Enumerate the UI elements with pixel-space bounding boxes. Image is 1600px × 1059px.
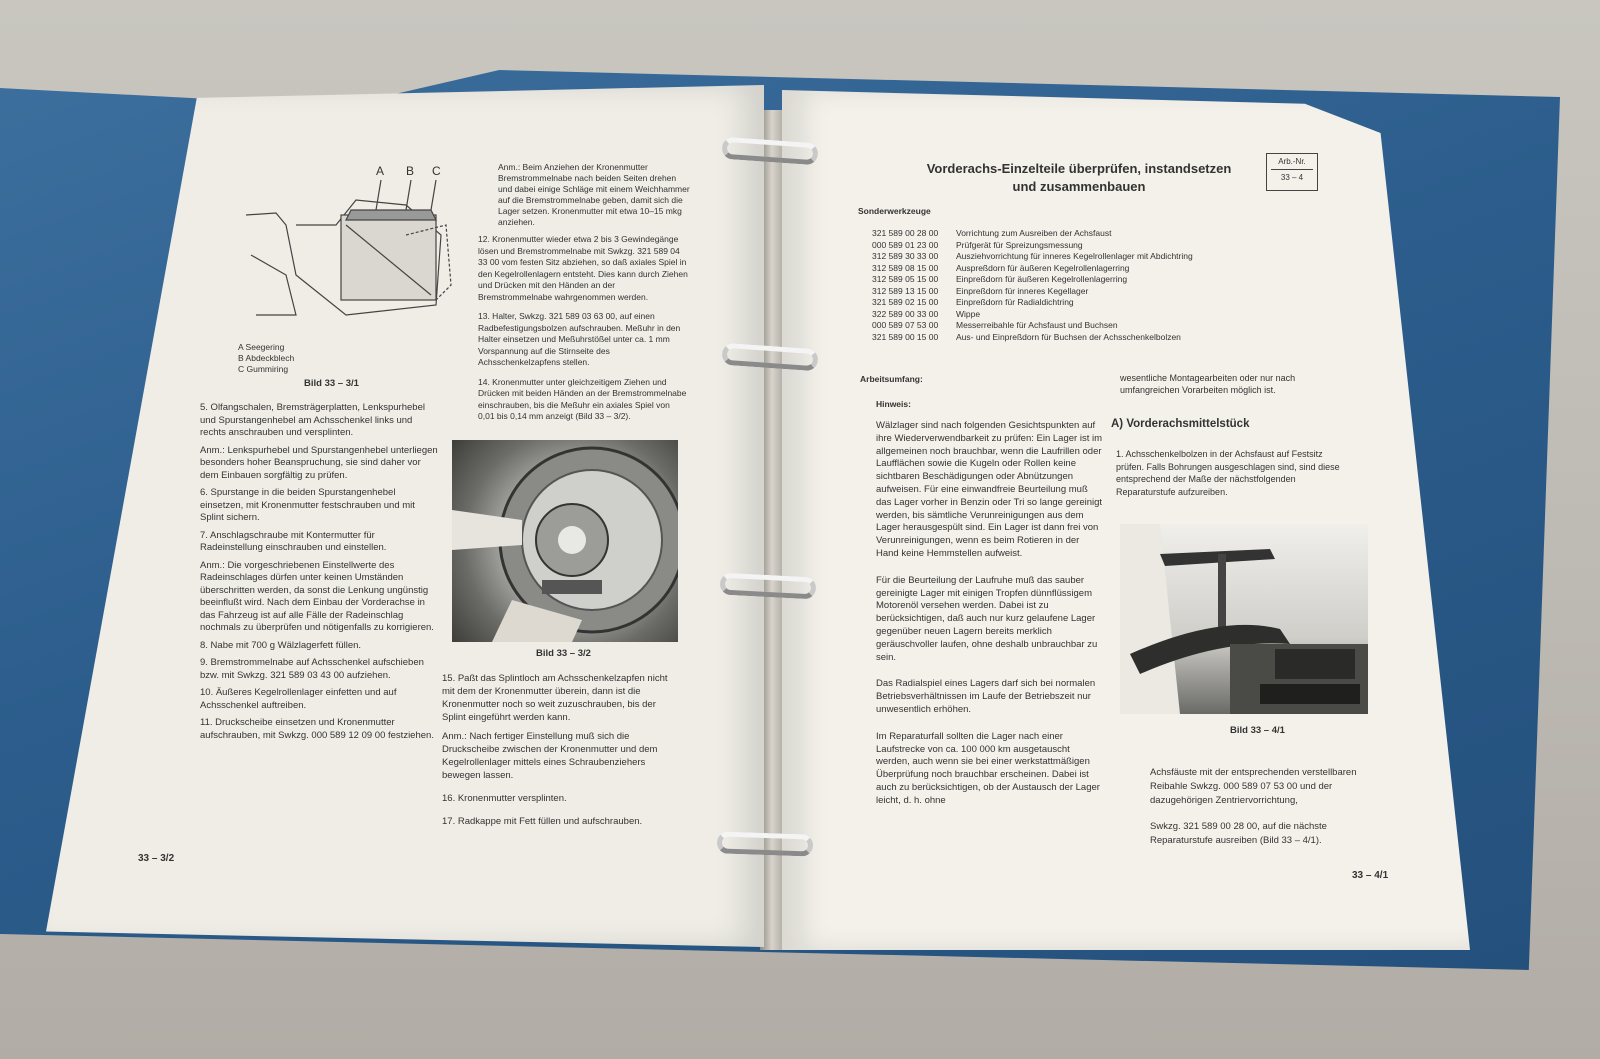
para-5: Achsfäuste mit der entsprechenden verstellbaren Reibahle Swkzg. 000 589 07 53 00 und der dazugehörigen Zentriervorrichtung, xyxy=(1150,767,1357,806)
para-6: Swkzg. 321 589 00 28 00, auf die nächste Reparaturstufe ausreiben (Bild 33 – 4/1). xyxy=(1150,821,1327,846)
label-c: C xyxy=(432,164,441,178)
tools-heading: Sonderwerkzeuge xyxy=(858,206,931,216)
fig-caption-33-4-1: Bild 33 – 4/1 xyxy=(1230,725,1285,736)
page-title xyxy=(914,160,1244,196)
step-10: 10. Äußeres Kegelrollenlager einfetten und auf Achsschenkel auftreiben. xyxy=(200,687,397,711)
step-15: 15. Paßt das Splintloch am Achsschenkelzapfen nicht mit dem der Kronenmutter überein, dann ist die Kronenmutter noch so weit zuzuschrauben, bis der Splint eingeführt werden kann. xyxy=(442,673,668,723)
step-9: 9. Bremstrommelnabe auf Achsschenkel aufschieben bzw. mit Swkzg. 321 589 03 43 00 aufziehen. xyxy=(200,657,424,681)
tool-name: Einpreßdorn für äußeren Kegelrollenlagerring xyxy=(956,274,1128,284)
label-b: B xyxy=(406,164,415,178)
step-14: 14. Kronenmutter unter gleichzeitigem Ziehen und Drücken mit beiden Händen an der Bremstrommelnabe einschrauben, bis die Meßuhr ein axiales Spiel von 0,01 bis 0,14 mm anzeigt (Bild 33 – 3/2). xyxy=(478,376,687,421)
legend-c: C Gummiring xyxy=(238,364,289,374)
step-8: 8. Nabe mit 700 g Wälzlagerfett füllen. xyxy=(200,639,362,651)
hub-cross-section-drawing xyxy=(236,165,466,340)
fig-caption-33-3-2: Bild 33 – 3/2 xyxy=(536,648,591,659)
binder-ring-4 xyxy=(717,831,814,856)
section-a-heading: A) Vorderachsmittelstück xyxy=(1111,418,1250,430)
tool-row xyxy=(872,228,1272,240)
legend-a: A Seegering xyxy=(238,342,285,352)
tool-number: 312 589 13 15 00 xyxy=(872,285,939,296)
tool-row xyxy=(872,263,1272,275)
tool-number: 312 589 05 15 00 xyxy=(872,274,939,284)
step-5: 5. Olfangschalen, Bremsträgerplatten, Lenkspurhebel und Spurstangenhebel am Achsschenkel links und rechts anschrauben und versplinten. xyxy=(200,402,425,438)
tool-name: Messerreibahle für Achsfaust und Buchsen xyxy=(956,320,1118,330)
tool-name: Aus- und Einpreßdorn für Buchsen der Achsschenkelbolzen xyxy=(956,331,1181,342)
tool-name: Ausprеßdorn für äußeren Kegelrollenlagerring xyxy=(956,262,1130,273)
step-13: 13. Halter, Swkzg. 321 589 03 63 00, auf einen Radbefestigungsbolzen aufschrauben. Meßuhr in den Halter einsetzen und Meßuhrstößel unter ca. 1 mm Vorspannung auf die Stirnseite des Achsschenkelzapfens stellen. xyxy=(478,311,681,367)
steps-15-17 xyxy=(442,672,678,828)
steps-5-11 xyxy=(200,402,440,742)
drawing-legend xyxy=(238,342,338,375)
para-3: Das Radialspiel eines Lagers darf sich bei normalen Betriebsverhältnissen im Laufe der Betriebszeit nur unwesentlich erhöhen. xyxy=(876,678,1096,715)
steps-12-14 xyxy=(478,234,688,423)
fig-caption-33-3-1: Bild 33 – 3/1 xyxy=(304,378,359,389)
reaming-photo xyxy=(1120,524,1368,714)
legend-b: B Abdeckblech xyxy=(238,353,295,363)
arb-number: 33 – 4 xyxy=(1271,169,1313,182)
tool-number: 321 589 00 15 00 xyxy=(872,331,939,342)
step-12: 12. Kronenmutter wieder etwa 2 bis 3 Gewindegänge lösen und Bremstrommelnabe mit Swkzg. 321 589 04 33 00 vom festen Sitz abziehen, so daß axiales Spiel in den Kegelrollenlagern entsteht. Dies kann durch Ziehen und Drücken mit den Händen an der Bremstrommelnabe wahrgenommen werden. xyxy=(478,234,688,302)
tool-name: Einpreßdorn für inneres Kegellager xyxy=(956,285,1089,296)
tool-number: 312 589 08 15 00 xyxy=(872,262,939,273)
step-7: 7. Anschlagschraube mit Kontermutter für Radeinstellung einschrauben und einstellen. xyxy=(200,529,387,553)
title-line-2: und zusammenbauen xyxy=(1012,179,1146,194)
title-line-1: Vorderachs-Einzelteile überprüfen, instandsetzen xyxy=(926,161,1232,176)
note-15: Anm.: Nach fertiger Einstellung muß sich die Druckscheibe zwischen der Kronenmutter und dem Kegelrollenlager mittels eines Schraubenziehers bewegen lassen. xyxy=(442,731,658,781)
step-11: 11. Druckscheibe einsetzen und Kronenmutter aufschrauben, mit Swkzg. 000 589 12 09 00 festziehen. xyxy=(200,717,434,741)
arb-label: Arb.-Nr. xyxy=(1278,157,1306,166)
tool-number: 322 589 00 33 00 xyxy=(872,308,939,319)
note-top: Anm.: Beim Anziehen der Kronenmutter Bremstrommelnabe nach beiden Seiten drehen und dabei einige Schläge mit einem Weichhammer auf die Bremstrommelnabe geben, damit sich die Lager setzen. Kronenmutter mit etwa 10–15 mkg anziehen. xyxy=(498,162,690,227)
tool-number: 000 589 07 53 00 xyxy=(872,320,939,330)
step-16: 16. Kronenmutter versplinten. xyxy=(442,793,567,804)
step-6: 6. Spurstange in die beiden Spurstangenhebel einsetzen, mit Kronenmutter festschrauben und mit Splint sichern. xyxy=(200,487,415,523)
reaming-instructions xyxy=(1150,766,1382,848)
tool-row xyxy=(872,309,1272,321)
col2-top: wesentliche Montagearbeiten oder nur nach umfangreichen Vorarbeiten möglich ist. xyxy=(1120,373,1296,395)
tools-list xyxy=(872,228,1272,343)
tool-row xyxy=(872,251,1272,263)
note-7: Anm.: Die vorgeschriebenen Einstellwerte des Radeinschlages dürfen unter keinen Umständen überschritten werden, da sonst die Lenkung ungünstig beeinflußt wird. Nach dem Einbau der Vorderachse in das Fahrzeug ist auf alle Fälle der Radeinschlag nochmals zu überprüfen und nötigenfalls zu korrigieren. xyxy=(200,559,434,633)
arbeitsumfang-label: Arbeitsumfang: xyxy=(860,374,923,384)
right-page-number: 33 – 4/1 xyxy=(1352,870,1389,881)
tool-number: 321 589 02 15 00 xyxy=(872,297,939,307)
arb-nr-box xyxy=(1266,153,1318,191)
bearing-notes xyxy=(876,420,1104,808)
tool-row xyxy=(872,297,1272,309)
tool-name: Ausziehvorrichtung für inneres Kegelrollenlager mit Abdichtring xyxy=(956,251,1193,261)
tool-row xyxy=(872,240,1272,252)
para-2: Für die Beurteilung der Laufruhe muß das sauber gereinigte Lager mit einigen Tropfen dünnflüssigem Motorenöl versehen werden. Dabei ist zu berücksichtigen, daß auch nur kurz gelaufene Lager gegenüber neuen Lagern bereits merklich geräuschvoller laufen, ohne deshalb unbrauchbar zu sein. xyxy=(876,574,1098,663)
step-17: 17. Radkappe mit Fett füllen und aufschrauben. xyxy=(442,816,643,827)
tool-name: Einpreßdorn für Radialdichtring xyxy=(956,297,1074,307)
tool-row xyxy=(872,320,1272,332)
tool-row xyxy=(872,332,1272,344)
left-page-number: 33 – 3/2 xyxy=(138,853,175,864)
tool-row xyxy=(872,274,1272,286)
tool-name: Vorrichtung zum Ausreiben der Achsfaust xyxy=(956,228,1112,238)
tool-row xyxy=(872,286,1272,298)
step-1: 1. Achsschenkelbolzen in der Achsfaust auf Festsitz prüfen. Falls Bohrungen ausgeschlagen sind, sind diese entsprechend der Maße der nächstfolgenden Reparaturstufe aufzureiben. xyxy=(1116,449,1340,497)
tool-number: 312 589 30 33 00 xyxy=(872,251,939,261)
tool-name: Wippe xyxy=(956,308,981,319)
tool-name: Prüfgerät für Spreizungsmessung xyxy=(956,239,1083,250)
tool-number: 321 589 00 28 00 xyxy=(872,228,939,238)
label-a: A xyxy=(376,164,385,178)
hinweis-label: Hinweis: xyxy=(876,399,911,409)
note-5: Anm.: Lenkspurhebel und Spurstangenhebel unterliegen besonders hoher Beanspruchung, sie sind daher vor dem Einbauen sorgfältig zu prüfen. xyxy=(200,444,438,481)
para-1: Wälzlager sind nach folgenden Gesichtspunkten auf ihre Wiederverwendbarkeit zu prüfen: Ein Lager ist im allgemeinen noch brauchbar, wenn die Laufrillen oder Laufflächen sowie die Kugeln oder Rollen keine sichtbaren Beschädigungen oder Abnützungen aufweisen. Für eine einwandfreie Beurteilung muß das Lager vorher in Benzin oder Tri so lange gereinigt werden, bis sämtliche Verunreinigungen aus dem Lager herausgespült sind. Ein Lager ist dann frei von Verunreinigungen, wenn es beim Rotieren in der Hand keine Hemmstellen aufweist. xyxy=(876,420,1103,559)
para-4: Im Reparaturfall sollten die Lager nach einer Laufstrecke von ca. 100 000 km ausgetauscht werden, auch wenn sie bei einer werkstattmäßigen Überprüfung noch brauchbar erscheinen. Dabei ist auch zu berücksichtigen, ob der Austausch der Lager leicht, d. h. ohne xyxy=(876,730,1100,806)
tool-number: 000 589 01 23 00 xyxy=(872,239,939,250)
brake-drum-photo xyxy=(452,440,678,642)
